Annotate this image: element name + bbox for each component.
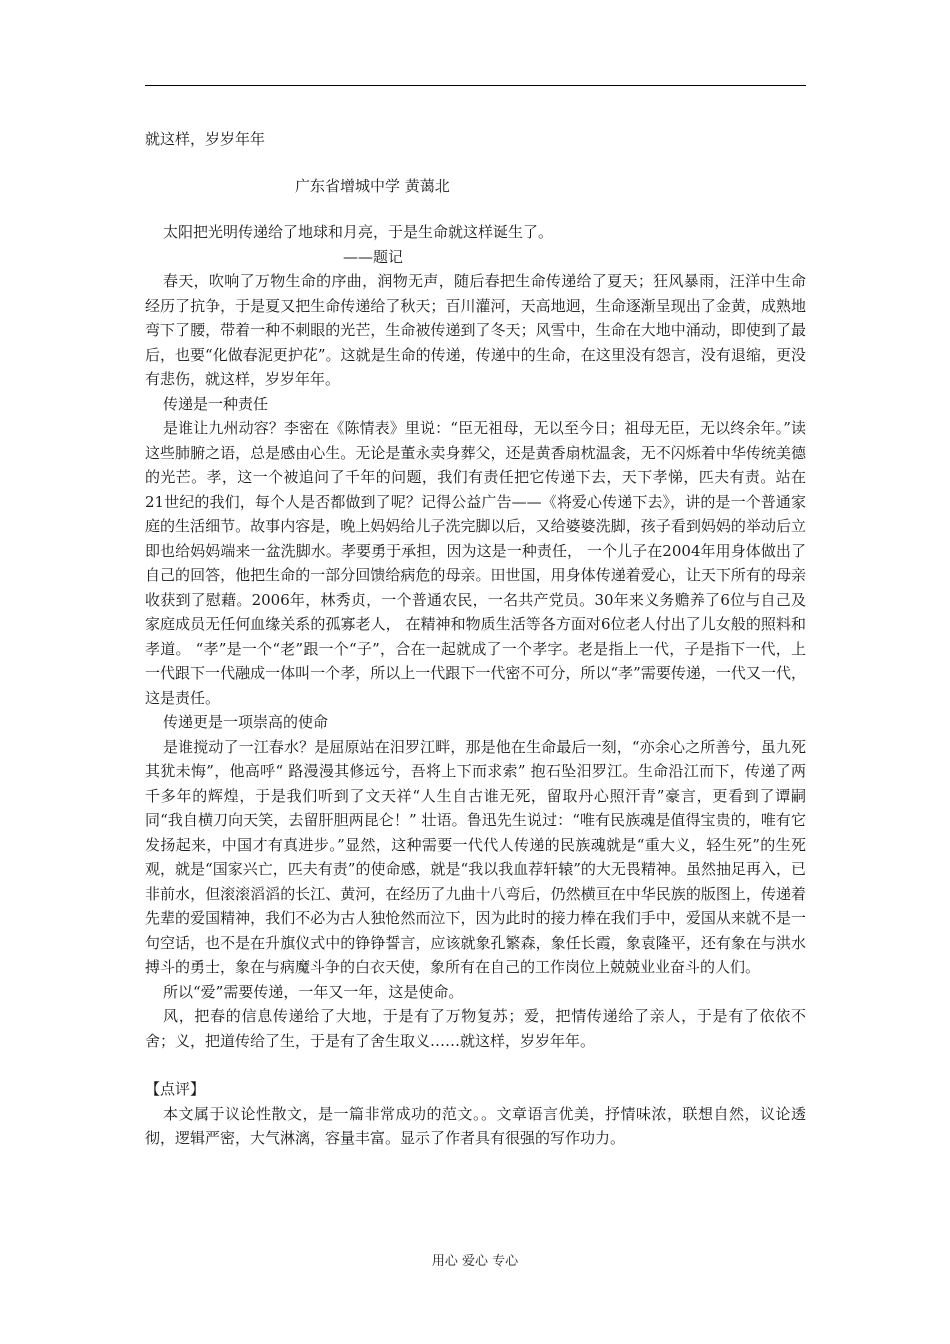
article-body bbox=[145, 127, 806, 1151]
review-heading: 【点评】 bbox=[145, 1080, 206, 1098]
article-title: 就这样，岁岁年年 bbox=[145, 130, 266, 148]
epigraph-attribution: ——题记 bbox=[343, 247, 404, 266]
paragraph-patriotism: 是谁搅动了一江春水？是屈原站在汨罗江畔，那是他在生命最后一刻，“亦余心之所善兮，虽九死其犹未悔”，他高呼“ 路漫漫其修远兮，吾将上下而求索” 抱石坠汨罗江。生命沿江而下，传递了两千多年的辉煌，于是我们听到了文天祥“人生自古谁无死，留取丹心照汗青”豪言，更看到了谭嗣同“我自横刀向天笑，去留肝胆两昆仑！” 壮语。鲁迅先生说过：“唯有民族魂是值得宝贵的，唯有它发扬起来，中国才有真进步。”显然，这种需要一代代人传递的民族魂就是“重大义，轻生死”的生死观，就是“国家兴亡，匹夫有责”的使命感，就是“我以我血荐轩辕”的大无畏精神。虽然抽足再入，已非前水，但滚滚滔滔的长江、黄河，在经历了九曲十八弯后，仍然横亘在中华民族的版图上，传递着先辈的爱国精神，我们不必为古人独怆然而泣下，因为此时的接力棒在我们手中，爱国从来就不是一句空话，也不是在升旗仪式中的铮铮誓言，应该就象孔繁森，象任长霞，象袁隆平，还有象在与洪水搏斗的勇士，象在与病魔斗争的白衣天使，象所有在自己的工作岗位上兢兢业业奋斗的人们。 bbox=[145, 737, 806, 976]
paragraph-filial-piety: 是谁让九州动容？李密在《陈情表》里说：“臣无祖母，无以至今日；祖母无臣，无以终余年。”读这些肺腑之语，总是感由心生。无论是董永卖身葬父，还是黄香扇枕温衾，无不闪烁着中华传统美德的光芒。孝，这一个被追问了千年的问题，我们有责任把它传递下去，天下孝悌，匹夫有责。站在21世纪的我们，每个人是否都做到了呢？记得公益广告——《将爱心传递下去》，讲的是一个普通家庭的生活细节。故事内容是，晚上妈妈给儿子洗完脚以后，又给婆婆洗脚，孩子看到妈妈的举动后立即也给妈妈端来一盆洗脚水。孝要勇于承担，因为这是一种责任， 一个儿子在2004年用身体做出了自己的回答，他把生命的一部分回馈给病危的母亲。田世国，用身体传递着爱心，让天下所有的母亲收获到了慰藉。2006年，林秀贞，一个普通农民，一名共产党员。30年来义务赡养了6位与自己及家庭成员无任何血缘关系的孤寡老人， 在精神和物质生活等各方面对6位老人付出了儿女般的照料和孝道。 “孝”是一个“老”跟一个“子”，合在一起就成了一个孝字。老是指上一代，子是指下一代，上一代跟下一代融成一体叫一个孝，所以上一代跟下一代密不可分，所以“孝”需要传递，一代又一代，这是责任。 bbox=[145, 419, 806, 707]
spacer bbox=[145, 1053, 806, 1077]
page-footer: 用心 爱心 专心 bbox=[431, 1254, 519, 1269]
paragraph-love-mission: 所以“爱”需要传递，一年又一年，这是使命。 bbox=[163, 982, 464, 1001]
epigraph: 太阳把光明传递给了地球和月亮，于是生命就这样诞生了。 bbox=[163, 223, 554, 241]
review-text: 本文属于议论性散文，是一篇非常成功的范文。。文章语言优美，抒情味浓，联想自然，议论透彻，逻辑严密，大气淋漓，容量丰富。显示了作者具有很强的写作功力。 bbox=[145, 1104, 806, 1147]
paragraph-spring: 春天，吹响了万物生命的序曲，润物无声，随后春把生命传递给了夏天；狂风暴雨，汪洋中生命经历了抗争，于是夏又把生命传递给了秋天；百川灌河，天高地迥，生命逐渐呈现出了金黄，成熟地弯下了腰，带着一种不刺眼的光芒，生命被传递到了冬天；风雪中，生命在大地中涌动，即使到了最后，也要“化做春泥更护花”。这就是生命的传递，传递中的生命，在这里没有怨言，没有退缩，更没有悲伤，就这样，岁岁年年。 bbox=[145, 272, 806, 388]
author-line: 广东省增城中学 黄蔼北 bbox=[295, 176, 450, 195]
header-rule bbox=[145, 85, 806, 86]
section-heading-responsibility: 传递是一种责任 bbox=[163, 394, 269, 413]
section-heading-mission: 传递更是一项崇高的使命 bbox=[163, 713, 329, 731]
paragraph-conclusion: 风，把春的信息传递给了大地，于是有了万物复苏；爱，把情传递给了亲人，于是有了依依不舍；义，把道传给了生，于是有了舍生取义……就这样，岁岁年年。 bbox=[145, 1007, 806, 1050]
